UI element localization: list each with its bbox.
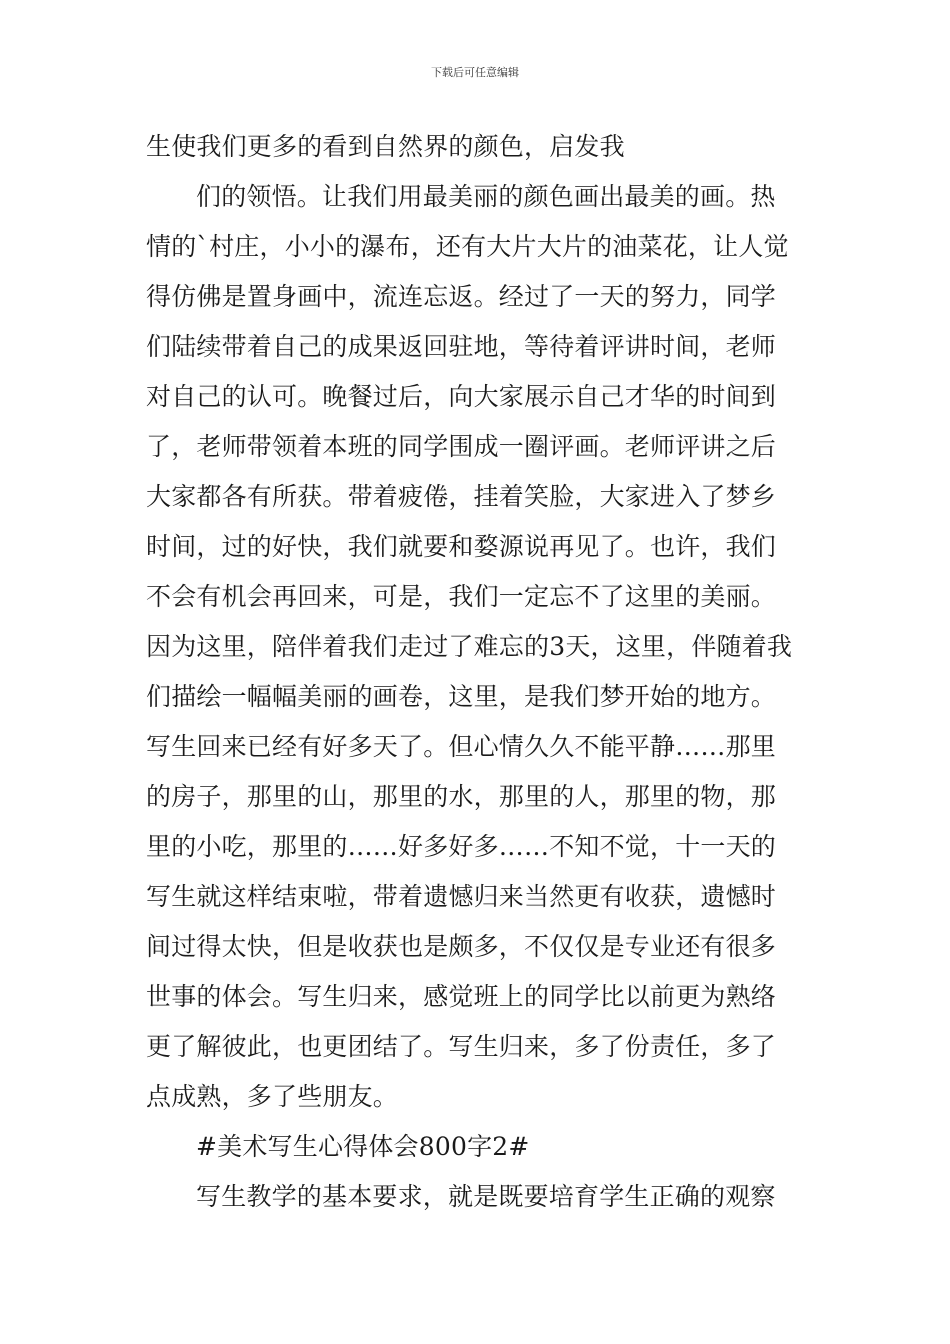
text-line: 更了解彼此，也更团结了。写生归来，多了份责任，多了 [146, 1032, 777, 1061]
text-line: 了，老师带领着本班的同学围成一圈评画。老师评讲之后 [146, 432, 777, 461]
text-line: 大家都各有所获。带着疲倦，挂着笑脸，大家进入了梦乡 [146, 482, 777, 511]
text-line: 情的`村庄，小小的瀑布，还有大片大片的油菜花，让人觉 [146, 232, 789, 261]
text-line: 生使我们更多的看到自然界的颜色，启发我 [146, 132, 625, 161]
text-line: 时间，过的好快，我们就要和婺源说再见了。也许，我们 [146, 532, 777, 561]
text-line: 的房子，那里的山，那里的水，那里的人，那里的物，那 [146, 782, 777, 811]
text-line: 们描绘一幅幅美丽的画卷，这里，是我们梦开始的地方。 [146, 682, 777, 711]
text-line: 对自己的认可。晚餐过后，向大家展示自己才华的时间到 [146, 382, 777, 411]
text-line: 得仿佛是置身画中，流连忘返。经过了一天的努力，同学 [146, 282, 777, 311]
text-line: 世事的体会。写生归来，感觉班上的同学比以前更为熟络 [146, 982, 777, 1011]
text-line: 里的小吃，那里的……好多好多……不知不觉，十一天的 [146, 832, 777, 861]
text-line: 间过得太快，但是收获也是颇多，不仅仅是专业还有很多 [146, 932, 777, 961]
text-line: 写生教学的基本要求，就是既要培育学生正确的观察 [196, 1182, 776, 1211]
section-heading: #美术写生心得体会800字2# [196, 1132, 530, 1161]
text-line: 们陆续带着自己的成果返回驻地，等待着评讲时间，老师 [146, 332, 777, 361]
text-line: 们的领悟。让我们用最美丽的颜色画出最美的画。热 [196, 182, 776, 211]
text-line: 写生回来已经有好多天了。但心情久久不能平静……那里 [146, 732, 777, 761]
text-line: 因为这里，陪伴着我们走过了难忘的3天，这里，伴随着我 [146, 632, 793, 661]
text-line: 点成熟，多了些朋友。 [146, 1082, 399, 1111]
text-line: 不会有机会再回来，可是，我们一定忘不了这里的美丽。 [146, 582, 777, 611]
text-line: 写生就这样结束啦，带着遗憾归来当然更有收获，遗憾时 [146, 882, 777, 911]
page-header-note: 下载后可任意编辑 [431, 66, 519, 79]
